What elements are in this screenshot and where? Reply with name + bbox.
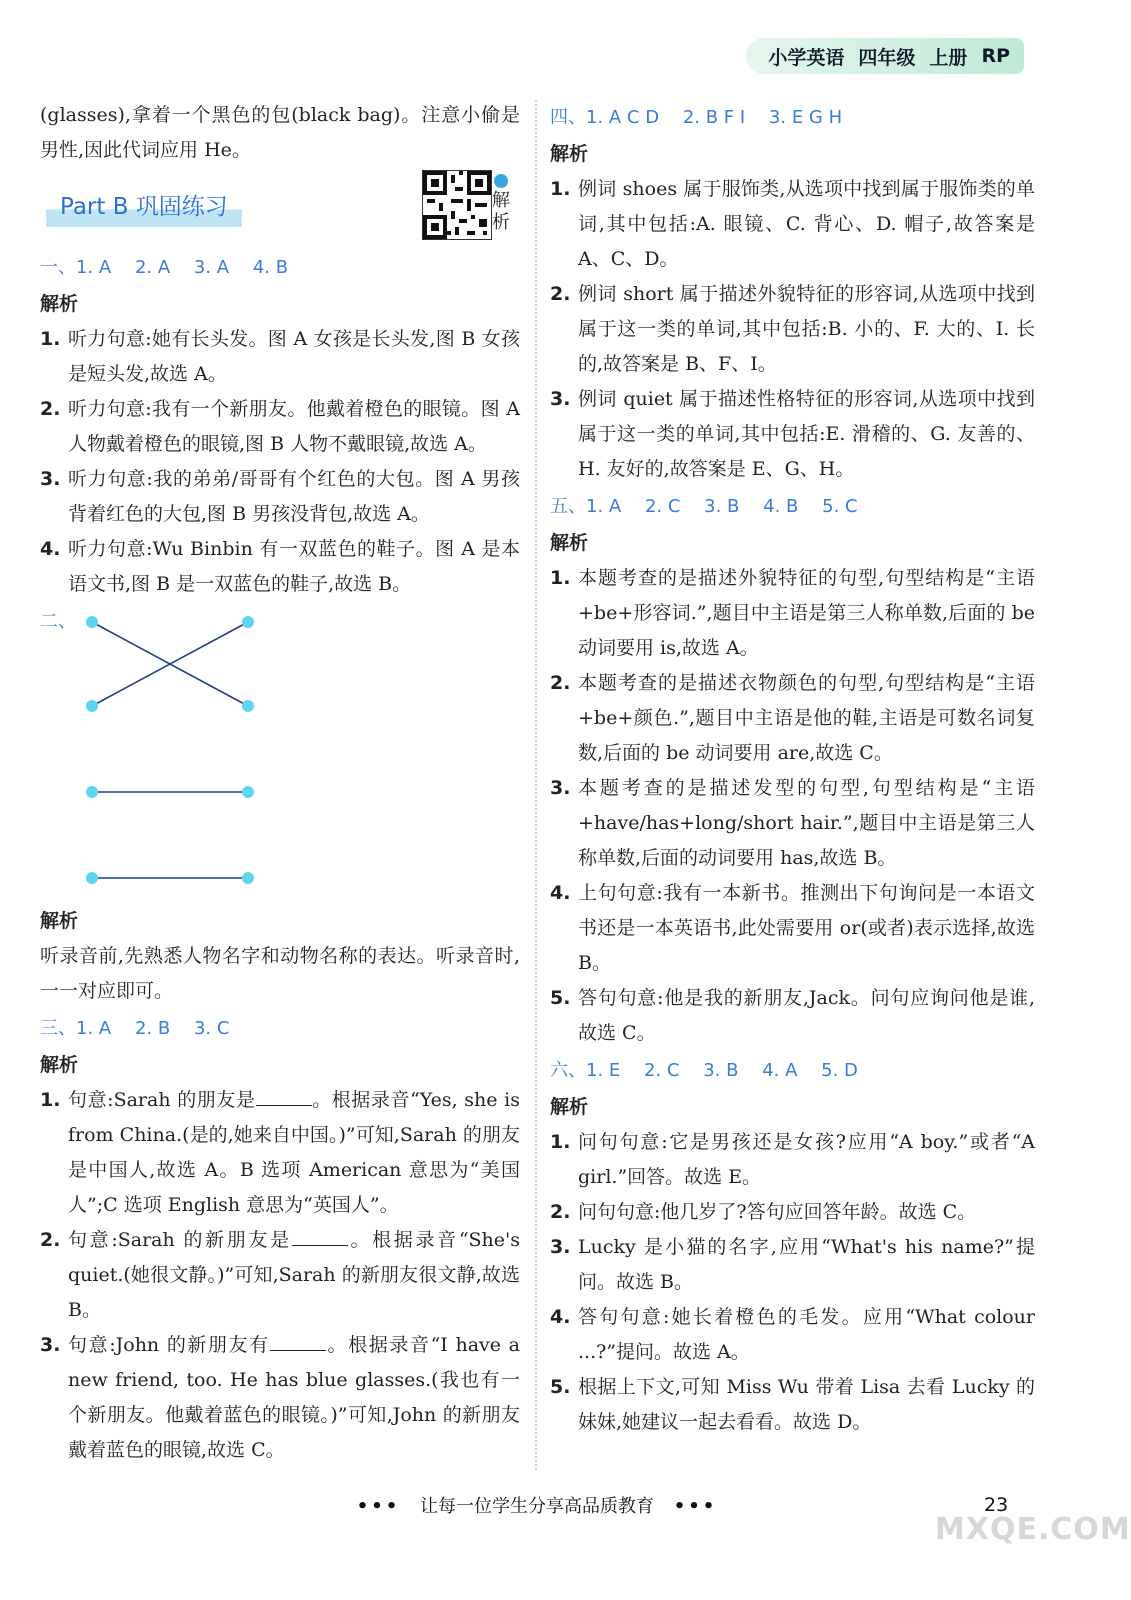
answer: 5. C	[822, 496, 858, 517]
section5-answers	[550, 489, 1035, 524]
matching-diagram	[40, 602, 520, 902]
item-number: 1.	[550, 1131, 571, 1153]
match-dot	[242, 872, 254, 884]
item-text: 例词 shoes 属于服饰类,从选项中找到属于服饰类的单词,其中包括:A. 眼镜、C. 背心、D. 帽子,故答案是 A、C、D。	[578, 178, 1035, 270]
item-text-lead: 句意:Sarah 的新朋友是	[68, 1229, 292, 1251]
part-b-title: Part B 巩固练习	[46, 188, 242, 227]
analysis-item	[550, 277, 1035, 382]
section2-analysis: 听录音前,先熟悉人物名字和动物名称的表达。听录音时,一一对应即可。	[40, 945, 520, 1002]
match-dot	[86, 872, 98, 884]
item-number: 2.	[550, 1201, 571, 1223]
answer: 3. C	[193, 1018, 230, 1039]
match-dot	[86, 786, 98, 798]
analysis-heading: 解析	[550, 1096, 589, 1118]
item-text: 答句句意:他是我的新朋友,Jack。问句应询问他是谁,故选 C。	[578, 987, 1035, 1044]
analysis-heading: 解析	[40, 910, 79, 932]
analysis-heading: 解析	[550, 532, 589, 554]
qr-code-icon[interactable]	[422, 170, 492, 240]
answer-blank	[256, 1085, 312, 1106]
item-text-lead: 句意:John 的新朋友有	[68, 1334, 270, 1356]
match-dot	[242, 616, 254, 628]
analysis-heading: 解析	[550, 143, 589, 165]
section4-answers	[550, 100, 1035, 135]
analysis-item	[550, 1300, 1035, 1370]
answer: 5. D	[821, 1060, 858, 1081]
analysis-item	[550, 561, 1035, 666]
item-text-rest: 。根据录音“I have a new friend, too. He has blue glasses.(我也有一个新朋友。他戴着蓝色的眼镜。)”可知,John 的新朋友戴着蓝色的眼镜,故选 C。	[68, 1334, 520, 1461]
part-b-header	[40, 168, 520, 248]
item-text: Lucky 是小猫的名字,应用“What's his name?”提问。故选 B。	[578, 1236, 1035, 1293]
analysis-item	[550, 1370, 1035, 1440]
item-number: 3.	[550, 388, 571, 410]
section3-answers	[40, 1011, 520, 1046]
item-text: 根据上下文,可知 Miss Wu 带着 Lisa 去看 Lucky 的妹妹,她建议一起去看看。故选 D。	[578, 1376, 1035, 1433]
item-number: 3.	[40, 1334, 61, 1356]
answer: 一、1. A	[40, 257, 112, 278]
analysis-item	[40, 1083, 520, 1223]
match-dot	[242, 700, 254, 712]
answer-blank	[292, 1225, 348, 1246]
analysis-item	[550, 771, 1035, 876]
item-text-lead: 句意:Sarah 的朋友是	[68, 1089, 256, 1111]
play-icon[interactable]	[494, 174, 508, 188]
analysis-item	[550, 382, 1035, 487]
item-text-rest: 。根据录音“Yes, she is from China.(是的,她来自中国。)”可知,Sarah 的朋友是中国人,故选 A。B 选项 American 意思为“美国人”;C 选项 English 意思为“英国人”。	[68, 1089, 520, 1216]
item-text: 听力句意:我有一个新朋友。他戴着橙色的眼镜。图 A 人物戴着橙色的眼镜,图 B 人物不戴眼镜,故选 A。	[68, 398, 520, 455]
answer: 2. C	[644, 1060, 680, 1081]
item-text: 听力句意:我的弟弟/哥哥有个红色的大包。图 A 男孩背着红色的大包,图 B 男孩没背包,故选 A。	[68, 468, 520, 525]
item-number: 1.	[550, 178, 571, 200]
section2-label: 二、	[40, 611, 76, 632]
page-header-badge	[746, 38, 1024, 74]
footer-dots-right: •••	[673, 1496, 718, 1517]
analysis-item	[550, 172, 1035, 277]
footer-slogan: 让每一位学生分享高品质教育	[420, 1496, 654, 1517]
answer: 4. A	[762, 1060, 798, 1081]
analysis-item	[550, 981, 1035, 1051]
answer: 三、1. A	[40, 1018, 112, 1039]
left-column	[40, 98, 520, 1468]
item-text: 问句句意:它是男孩还是女孩?应用“A boy.”或者“A girl.”回答。故选 E。	[578, 1131, 1035, 1188]
analysis-item	[550, 1230, 1035, 1300]
item-text: 例词 quiet 属于描述性格特征的形容词,从选项中找到属于这一类的单词,其中包括:E. 滑稽的、G. 友善的、H. 友好的,故答案是 E、G、H。	[578, 388, 1035, 480]
watermark: MXQE.COM	[935, 1512, 1131, 1547]
match-dot	[86, 700, 98, 712]
item-number: 2.	[550, 672, 571, 694]
answer: 2. C	[644, 496, 681, 517]
item-text: 听力句意:Wu Binbin 有一双蓝色的鞋子。图 A 是本语文书,图 B 是一双蓝色的鞋子,故选 B。	[68, 538, 520, 595]
analysis-item	[40, 1223, 520, 1328]
header-grade: 四年级	[858, 46, 916, 69]
answer: 2. A	[134, 257, 171, 278]
analysis-item	[550, 876, 1035, 981]
match-dot	[242, 786, 254, 798]
section1-answers	[40, 250, 520, 285]
item-text: 本题考查的是描述衣物颜色的句型,句型结构是“主语+be+颜色.”,题目中主语是他的鞋,主语是可数名词复数,后面的 be 动词要用 are,故选 C。	[578, 672, 1035, 764]
item-number: 4.	[550, 882, 571, 904]
item-text	[68, 1328, 520, 1468]
analysis-item	[550, 1125, 1035, 1195]
matching-lines	[40, 602, 280, 902]
answer: 2. B	[134, 1018, 171, 1039]
item-number: 5.	[550, 1376, 571, 1398]
page-number: 23	[984, 1494, 1009, 1516]
answer: 六、1. E	[550, 1060, 621, 1081]
page-footer	[0, 1492, 1074, 1518]
item-number: 1.	[40, 328, 61, 350]
item-text: 听力句意:她有长头发。图 A 女孩是长头发,图 B 女孩是短头发,故选 A。	[68, 328, 520, 385]
item-number: 2.	[40, 398, 61, 420]
item-text: 本题考查的是描述外貌特征的句型,句型结构是“主语+be+形容词.”,题目中主语是第三人称单数,后面的 be 动词要用 is,故选 A。	[578, 567, 1035, 659]
item-text: 上句句意:我有一本新书。推测出下句询问是一本语文书还是一本英语书,此处需要用 or(或者)表示选择,故选 B。	[578, 882, 1035, 974]
item-number: 3.	[40, 468, 61, 490]
item-number: 4.	[40, 538, 61, 560]
header-subject: 小学英语	[768, 46, 845, 69]
item-number: 2.	[550, 283, 571, 305]
section6-answers	[550, 1053, 1035, 1088]
item-text: 例词 short 属于描述外貌特征的形容词,从选项中找到属于这一类的单词,其中包括:B. 小的、F. 大的、I. 长的,故答案是 B、F、I。	[578, 283, 1035, 375]
analysis-item	[40, 532, 520, 602]
answer: 3. B	[704, 496, 740, 517]
column-divider	[535, 100, 537, 1470]
answer: 3. A	[193, 257, 230, 278]
item-text	[68, 1223, 520, 1328]
right-column	[550, 98, 1035, 1440]
answer: 3. B	[703, 1060, 739, 1081]
item-text: 答句句意:她长着橙色的毛发。应用“What colour ...?”提问。故选 A。	[578, 1306, 1035, 1363]
answer: 五、1. A	[550, 496, 622, 517]
item-number: 3.	[550, 777, 571, 799]
item-number: 5.	[550, 987, 571, 1009]
answer: 4. B	[763, 496, 799, 517]
analysis-heading: 解析	[40, 1054, 79, 1076]
intro-paragraph: (glasses),拿着一个黑色的包(black bag)。注意小偷是男性,因此代词应用 He。	[40, 104, 520, 161]
answer: 四、1. A C D	[550, 107, 660, 128]
item-text-rest: 。根据录音“She's quiet.(她很文静。)”可知,Sarah 的新朋友很文静,故选 B。	[68, 1229, 520, 1321]
analysis-item	[550, 666, 1035, 771]
item-number: 1.	[550, 567, 571, 589]
item-number: 3.	[550, 1236, 571, 1258]
analysis-heading: 解析	[40, 293, 79, 315]
item-number: 1.	[40, 1089, 61, 1111]
analysis-item	[40, 392, 520, 462]
analysis-item	[40, 462, 520, 532]
answer: 4. B	[252, 257, 289, 278]
item-text	[68, 1083, 520, 1223]
qr-label: 解析	[492, 190, 510, 233]
item-number: 4.	[550, 1306, 571, 1328]
answer: 2. B F I	[682, 107, 746, 128]
footer-dots-left: •••	[356, 1496, 401, 1517]
item-text: 本题考查的是描述发型的句型,句型结构是“主语+have/has+long/short hair.”,题目中主语是第三人称单数,后面的动词要用 has,故选 B。	[578, 777, 1035, 869]
answer-blank	[270, 1330, 326, 1351]
analysis-item	[550, 1195, 1035, 1230]
match-dot	[86, 616, 98, 628]
analysis-item	[40, 322, 520, 392]
header-volume: 上册	[929, 46, 968, 69]
analysis-item	[40, 1328, 520, 1468]
answer: 3. E G H	[768, 107, 843, 128]
item-text: 问句句意:他几岁了?答句应回答年龄。故选 C。	[578, 1201, 977, 1223]
item-number: 2.	[40, 1229, 61, 1251]
header-edition: RP	[981, 45, 1010, 67]
